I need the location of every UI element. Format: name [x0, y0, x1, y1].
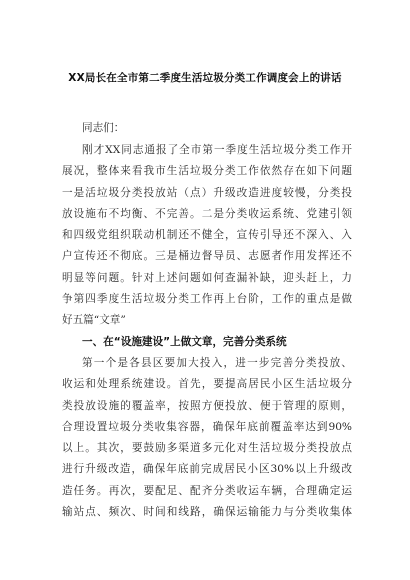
paragraph-line: 户宣传还不彻底。三是桶边督导员、志愿者作用发挥还不	[62, 250, 352, 263]
paragraph-line: 好五篇“文章”	[62, 314, 126, 327]
paragraph-line: 合理设置垃圾分类收集容器，确保年底前覆盖率达到90%	[62, 420, 352, 433]
paragraph-line: 刚才XX同志通报了全市第一季度生活垃圾分类工作开	[82, 144, 352, 156]
paragraph-line: 输站点、频次、时间和线路，确保运输能力与分类收集体	[62, 506, 352, 519]
paragraph-line: 以上。其次，要鼓励多渠道多元化对生活垃圾分类投放点	[62, 442, 352, 455]
paragraph-line: 进行升级改造，确保年底前完成居民小区30%以上升级改	[62, 463, 352, 476]
body-text	[62, 140, 352, 523]
document-title: XX局长在全市第二季度生活垃圾分类工作调度会上的讲话	[68, 72, 342, 84]
greeting: 同志们：	[82, 122, 125, 134]
paragraph-line: 争第四季度生活垃圾分类工作再上台阶，工作的重点是做	[62, 293, 352, 306]
paragraph-line: 和四级党组织联动机制还不健全，宣传引导还不深入、入	[62, 229, 352, 242]
paragraph-line: 放设施布不均衡、不完善。二是分类收运系统、党建引领	[62, 207, 352, 220]
section-heading: 一、在“设施建设”上做文章，完善分类系统	[82, 335, 287, 348]
paragraph-line: 类投放设施的覆盖率，按照方便投放、便于管理的原则，	[62, 399, 352, 412]
paragraph-line: 第一个是各县区要加大投入，进一步完善分类投放、	[82, 356, 352, 369]
paragraph-line: 明显等问题。针对上述问题如何查漏补缺，迎头赶上，力	[62, 271, 352, 284]
paragraph-line: 造任务。再次，要配足、配齐分类收运车辆，合理确定运	[62, 484, 352, 497]
paragraph-line: 一是活垃圾分类投放站（点）升级改造进度较慢，分类投	[62, 186, 352, 199]
paragraph-line: 展况，整体来看我市生活垃圾分类工作依然存在如下问题	[62, 165, 352, 178]
paragraph-line: 收运和处理系统建设。首先，要提高居民小区生活垃圾分	[62, 378, 352, 391]
